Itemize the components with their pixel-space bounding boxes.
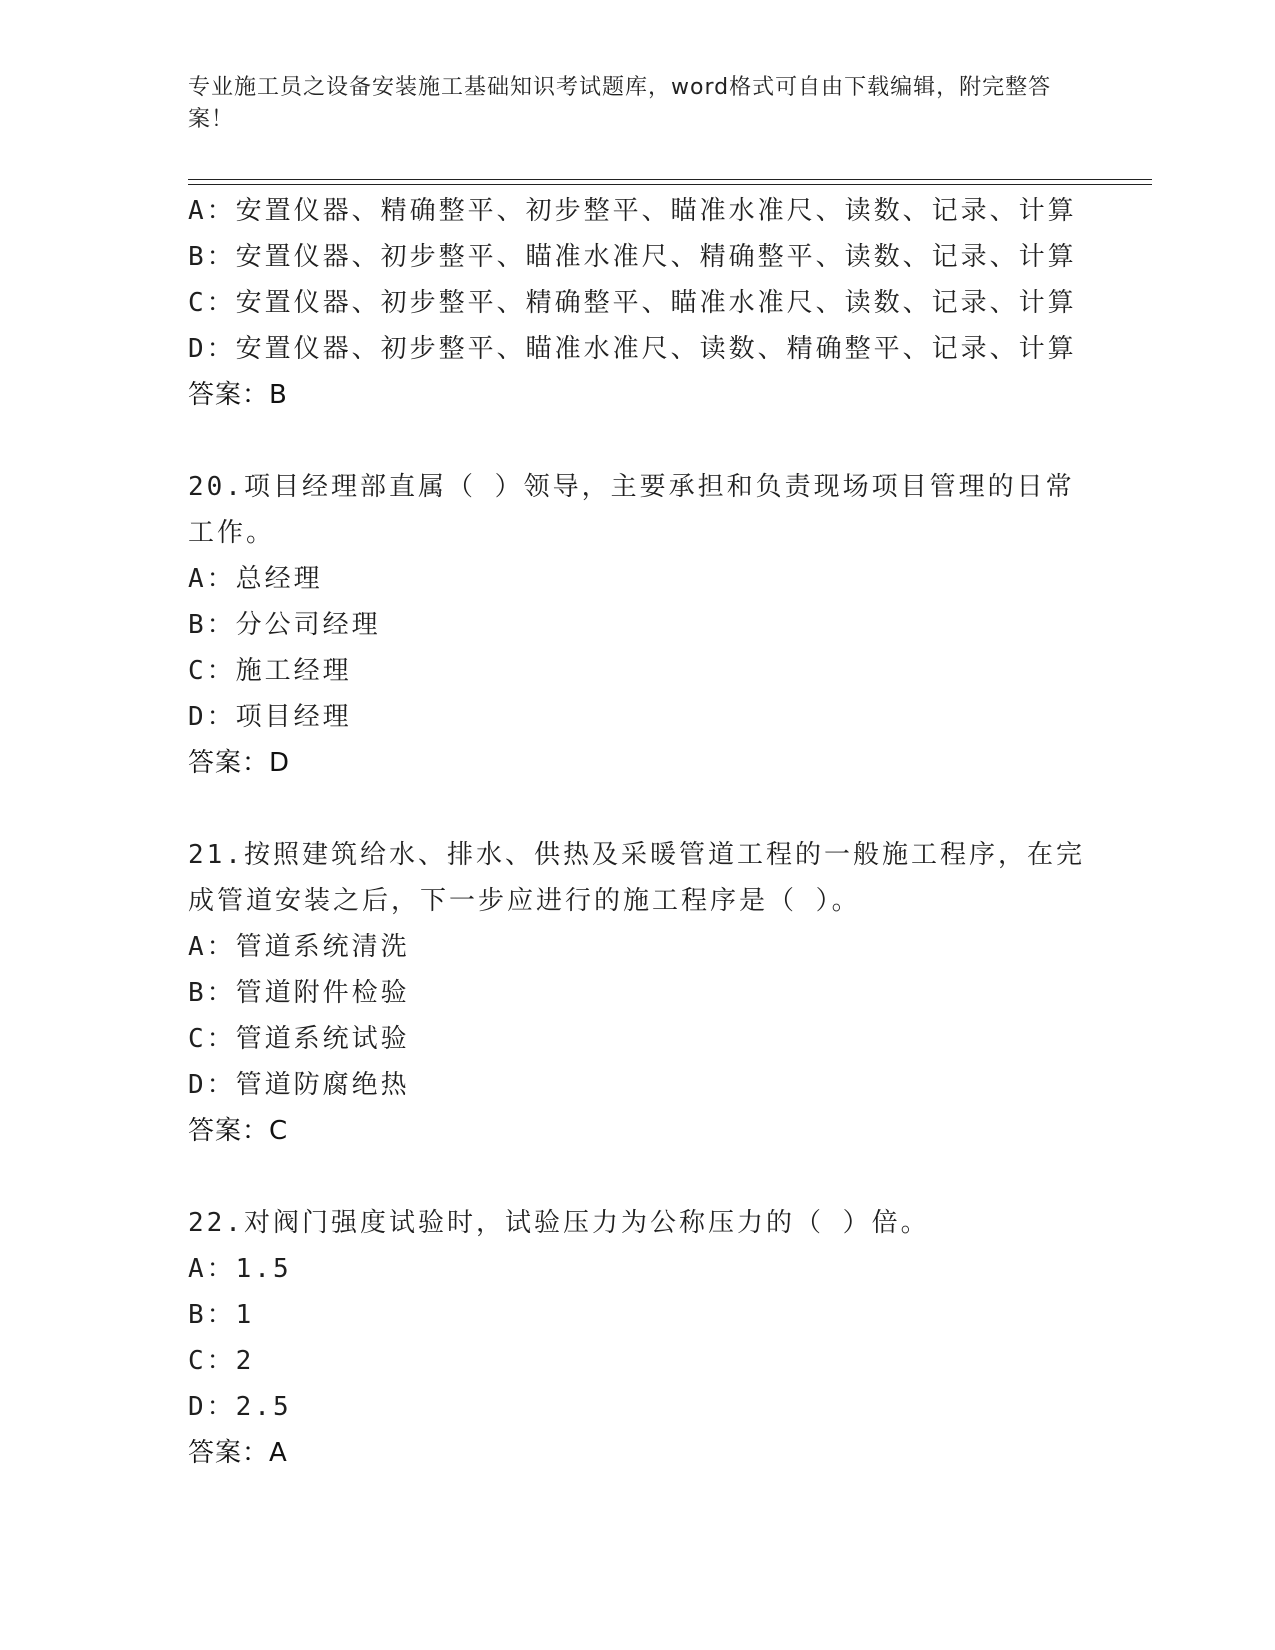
option-c: C：安置仪器、初步整平、精确整平、瞄准水准尺、读数、记录、计算 bbox=[188, 288, 1077, 318]
option-a: A：总经理 bbox=[188, 564, 323, 594]
option-d: D：项目经理 bbox=[188, 702, 352, 732]
option-c: C：管道系统试验 bbox=[188, 1024, 410, 1054]
option-b: B：1 bbox=[188, 1300, 255, 1330]
answer: 答案：D bbox=[188, 748, 291, 778]
spacer bbox=[188, 1154, 1088, 1200]
option-c: C：施工经理 bbox=[188, 656, 352, 686]
spacer bbox=[188, 786, 1088, 832]
question-stem: 20.项目经理部直属（ ）领导，主要承担和负责现场项目管理的日常 bbox=[188, 472, 1075, 502]
question-stem: 21.按照建筑给水、排水、供热及采暖管道工程的一般施工程序，在完 bbox=[188, 840, 1085, 870]
option-b: B：管道附件检验 bbox=[188, 978, 410, 1008]
option-d: D：管道防腐绝热 bbox=[188, 1070, 410, 1100]
question-19-partial bbox=[188, 188, 1088, 418]
spacer bbox=[188, 418, 1088, 464]
question-stem-continued: 工作。 bbox=[188, 518, 276, 548]
question-stem: 22.对阀门强度试验时，试验压力为公称压力的（ ）倍。 bbox=[188, 1208, 930, 1238]
option-a: A：安置仪器、精确整平、初步整平、瞄准水准尺、读数、记录、计算 bbox=[188, 196, 1077, 226]
document-title: 专业施工员之设备安装施工基础知识考试题库，word格式可自由下载编辑，附完整答案！ bbox=[188, 75, 1052, 132]
answer: 答案：A bbox=[188, 1438, 288, 1468]
header-divider-top bbox=[188, 179, 1152, 180]
option-b: B：安置仪器、初步整平、瞄准水准尺、精确整平、读数、记录、计算 bbox=[188, 242, 1077, 272]
question-stem-continued: 成管道安装之后，下一步应进行的施工程序是（ ）。 bbox=[188, 886, 861, 916]
question-list bbox=[188, 188, 1088, 1476]
answer: 答案：B bbox=[188, 380, 288, 410]
question-20 bbox=[188, 464, 1088, 786]
option-d: D：2.5 bbox=[188, 1392, 292, 1422]
question-22 bbox=[188, 1200, 1088, 1476]
option-c: C：2 bbox=[188, 1346, 255, 1376]
option-a: A：管道系统清洗 bbox=[188, 932, 410, 962]
option-b: B：分公司经理 bbox=[188, 610, 381, 640]
header-divider-bottom bbox=[188, 184, 1152, 185]
question-21 bbox=[188, 832, 1088, 1154]
option-d: D：安置仪器、初步整平、瞄准水准尺、读数、精确整平、记录、计算 bbox=[188, 334, 1077, 364]
option-a: A：1.5 bbox=[188, 1254, 292, 1284]
answer: 答案：C bbox=[188, 1116, 289, 1146]
